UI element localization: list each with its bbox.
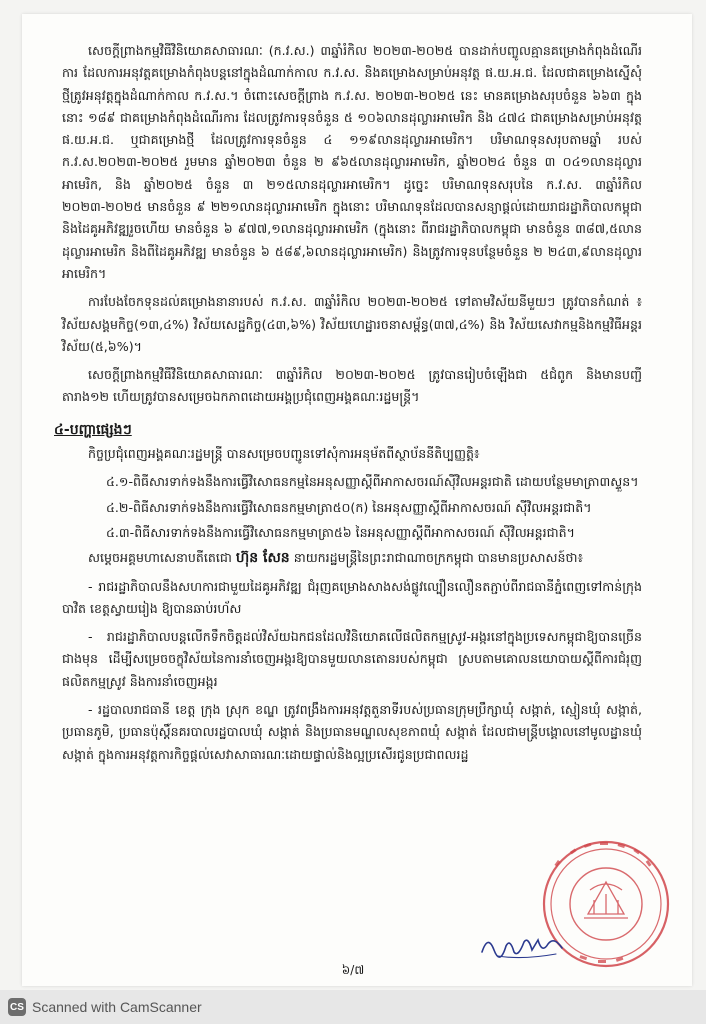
paragraph-approval: សេចក្តីព្រាងកម្មវិធីវិនិយោគសាធារណៈ ៣ឆ្នាំរំកិល ២០២៣-២០២៥ ត្រូវបានរៀបចំឡើងជា ៥ជំពូក និងមានបញ្ជីតារាង១២ ហើយត្រូវបានសម្រេចឯកភាពដោយអង្គប្រជុំពេញអង្គគណៈរដ្ឋមន្ត្រី។ <box>62 367 642 405</box>
sub-item: ៤.១-ពិធីសារទាក់ទងនឹងការធ្វើវិសោធនកម្មនៃអនុសញ្ញាស្តីពីអាកាសចរណ៍ស៊ីវិលអន្តរជាតិ ដោយបន្ថែមមាត្រា៣ស្ទួន។ <box>106 474 639 490</box>
paragraph-sector-allocation: ការបែងចែកទុនដល់គម្រោងនានារបស់ ក.វ.ស. ៣ឆ្នាំរំកិល ២០២៣-២០២៥ ទៅតាមវិស័យនីមួយៗ ត្រូវបានកំណត់ ៖ វិស័យសង្គមកិច្ច(១៣,៤%) វិស័យសេដ្ឋកិច្ច(៤៣,៦%) វិស័យហេដ្ឋារចនាសម្ព័ន្ធ(៣៧,៤%) និង វិស័យសេវាកម្មនិងកម្មវិធីអន្តរវិស័យ(៥,៦%)។ <box>62 294 642 354</box>
section-heading: ៤-បញ្ហាផ្សេងៗ <box>54 421 132 438</box>
scanner-label: Scanned with CamScanner <box>32 999 202 1015</box>
sub-item: ៤.៣-ពិធីសារទាក់ទងនឹងការធ្វើវិសោធនកម្មមាត្រា៥៦ នៃអនុសញ្ញាស្តីពីអាកាសចរណ៍ ស៊ីវិលអន្តរជាតិ។ <box>106 524 575 540</box>
pm-name: ហ៊ុន សែន <box>235 550 290 567</box>
handwritten-signature <box>478 928 568 962</box>
scanner-footer <box>0 990 706 1024</box>
sub-item: ៤.២-ពិធីសារទាក់ទងនឹងការធ្វើវិសោធនកម្មមាត្រា៥០(ក) នៃអនុសញ្ញាស្តីពីអាកាសចរណ៍ ស៊ីវិលអន្តរជាតិ។ <box>106 499 592 515</box>
page-number: ៦/៧ <box>341 963 365 977</box>
paragraph-investment-draft: សេចក្តីព្រាងកម្មវិធីវិនិយោគសាធារណៈ (ក.វ.ស.) ៣ឆ្នាំរំកិល ២០២៣-២០២៥ បានដាក់បញ្ចូលគ្មានគម្រោងកំពុងដំណើរការ ដែលការអនុវត្តគម្រោងកំពុងបន្តនៅក្នុងដំណាក់កាល ក.វ.ស. និងគម្រោងសម្រាប់អនុវត្ត ផ.យ.អ.ជ. ដែលជាគម្រោងស្នើសុំថ្មីត្រូវអនុវត្តក្នុងដំណាក់កាល ក.វ.ស.។ ចំពោះសេចក្តីព្រាង ក.វ.ស. ២០២៣-២០២៥ នេះ មានគម្រោងសរុបចំនួន ៦៦៣ ក្នុងនោះ ១៨៩ ជាគម្រោងកំពុងដំណើរការ ដែលត្រូវការទុនចំនួន ៥ ១០៦លានដុល្លារអាមេរិក និង ៤៧៤ ជាគម្រោងសម្រាប់អនុវត្ត ផ.យ.អ.ជ. ឬជាគម្រោងថ្មី ដែលត្រូវការទុនចំនួន ៤ ១១៩លានដុល្លារអាមេរិក។ បរិមាណទុនសរុបតាមឆ្នាំ របស់ ក.វ.ស.២០២៣-២០២៥ រួមមាន ឆ្នាំ២០២៣ ចំនួន ២ ៩៦៥លានដុល្លារអាមេរិក, ឆ្នាំ២០២៤ ចំនួន ៣ ០៤១លានដុល្លារអាមេរិក, និង ឆ្នាំ២០២៥ ចំនួន ៣ ២១៥លានដុល្លារអាមេរិក។ ដូច្នេះ បរិមាណទុនសរុបនៃ ក.វ.ស. ៣ឆ្នាំរំកិល ២០២៣-២០២៥ មានចំនួន ៩ ២២១លានដុល្លារអាមេរិក ក្នុងនោះ បរិមាណទុនដែលបានសន្យាផ្តល់ដោយរាជរដ្ឋាភិបាលកម្ពុជានិងដៃគូអភិវឌ្ឍរួចហើយ មានចំនួន ៦ ៩៧៧,១លានដុល្លារអាមេរិក (ក្នុងនោះ ពីរាជរដ្ឋាភិបាលកម្ពុជា មានចំនួន ៣៨៧,៥លានដុល្លារអាមេរិក និងពីដៃគូអភិវឌ្ឍ មានចំនួន ៦ ៥៨៩,៦លានដុល្លារអាមេរិក) និងត្រូវការទុនបន្ថែមចំនួន ២ ២៤៣,៩លានដុល្លារអាមេរិក។ <box>62 43 642 281</box>
dash-item: - រដ្ឋបាលរាជធានី ខេត្ត ក្រុង ស្រុក ខណ្ឌ ត្រូវពង្រឹងការអនុវត្តតួនាទីរបស់ប្រធានក្រុមប្រឹក្សាឃុំ សង្កាត់, ស្មៀនឃុំ សង្កាត់, ប្រធានភូមិ, ប្រធានប៉ុស្តិ៍នគរបាលរដ្ឋបាលឃុំ សង្កាត់ និងប្រធានមណ្ឌលសុខភាពឃុំ សង្កាត់ ដែលជាមន្ត្រីបង្គោលនៅមូលដ្ឋានឃុំ សង្កាត់ ក្នុងការអនុវត្តការកិច្ចផ្តល់សេវាសាធារណៈដោយផ្ទាល់និងល្អប្រសើរជូនប្រជាពលរដ្ឋ <box>62 702 642 762</box>
pm-intro-after: នាយករដ្ឋមន្ត្រីនៃព្រះរាជាណាចក្រកម្ពុជា បានមានប្រសាសន៍ថា៖ <box>293 550 583 566</box>
dash-item: - រាជរដ្ឋាភិបាលបន្តលើកទឹកចិត្តដល់វិស័យឯកជនដែលវិនិយោគលើផលិតកម្មស្រូវ-អង្ករនៅក្នុងប្រទេសកម្ពុជាឱ្យបានច្រើនជាងមុន ដើម្បីសម្រេចចក្ខុវិស័យនៃការនាំចេញអង្ករឱ្យបានមួយលានតោនរបស់កម្ពុជា ស្របតាមគោលនយោបាយស្តីពីការជំរុញផលិតកម្មស្រូវ និងការនាំចេញអង្ករ <box>62 629 642 689</box>
dash-item: - រាជរដ្ឋាភិបាលនឹងសហការជាមួយដៃគូអភិវឌ្ឍ ជំរុញគម្រោងសាងសង់ផ្លូវល្បឿនលឿនតភ្ជាប់ពីរាជធានីភ្នំពេញទៅកាន់ក្រុងបាវិត ខេត្តស្វាយរៀង ឱ្យបានឆាប់រហ័ស <box>62 578 642 616</box>
pm-statement-intro <box>62 547 642 569</box>
camscanner-logo-icon: CS <box>8 998 26 1016</box>
section-intro: កិច្ចប្រជុំពេញអង្គគណៈរដ្ឋមន្ត្រី បានសម្រេចបញ្ជូនទៅសុំការអនុម័តពីស្ថាប័ននីតិប្បញ្ញត្តិ៖ <box>88 446 480 462</box>
pm-intro-before: សម្តេចអគ្គមហាសេនាបតីតេជោ <box>88 550 232 566</box>
document-body <box>54 40 642 772</box>
